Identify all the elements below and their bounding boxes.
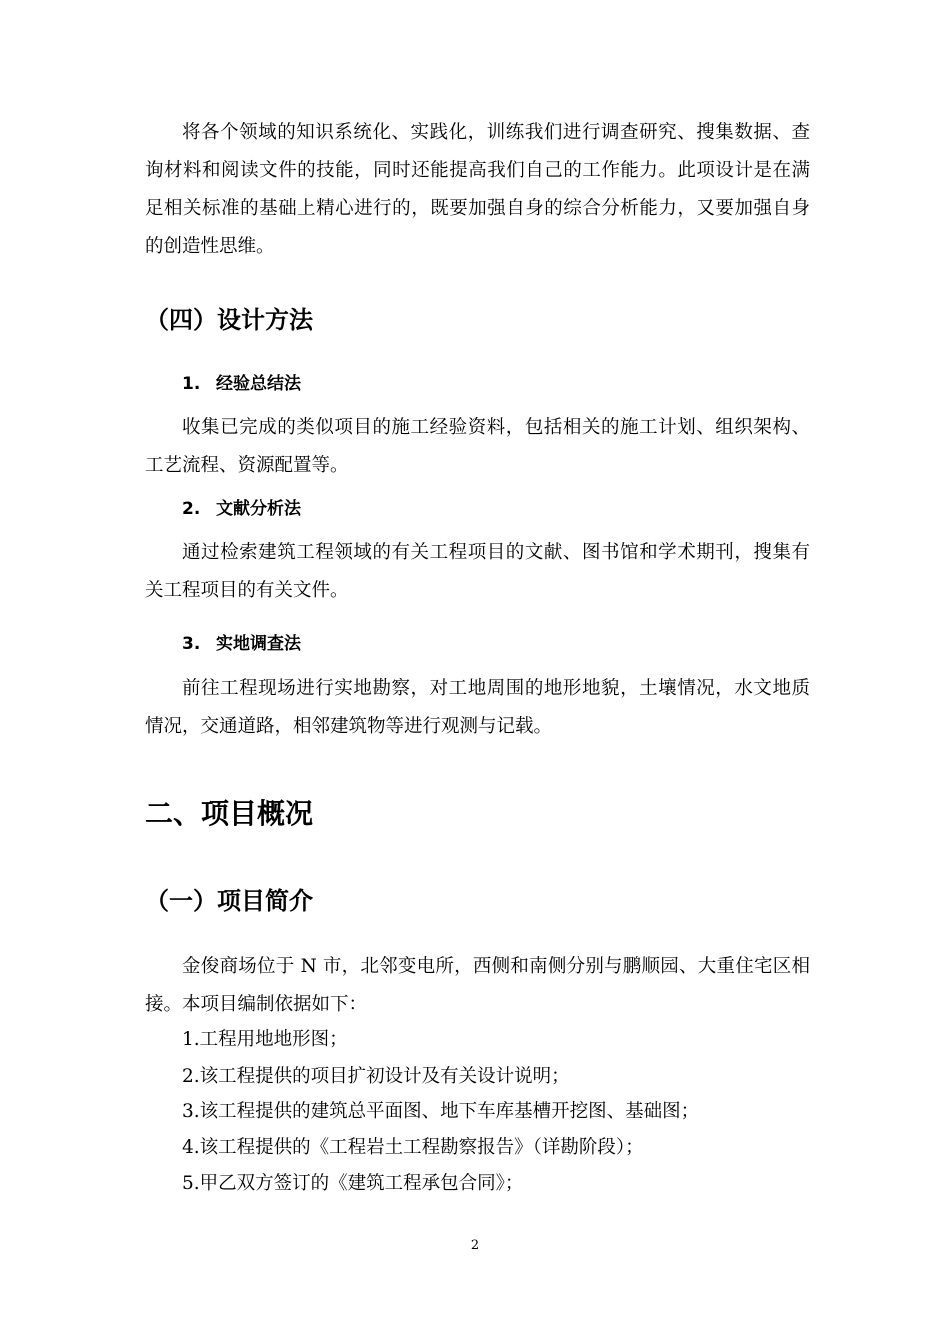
method-paragraph-3: 前往工程现场进行实地勘察，对工地周围的地形地貌，土壤情况，水文地质情况，交通道路，相邻建筑物等进行观测与记载。: [145, 678, 810, 737]
chapter-heading-project-overview: 二、项目概况: [145, 797, 314, 830]
basis-item-4: 4.该工程提供的《工程岩土工程勘察报告》（详勘阶段）；: [182, 1137, 644, 1158]
section-heading-design-methods: （四）设计方法: [145, 306, 313, 334]
basis-item-3: 3.该工程提供的建筑总平面图、地下车库基槽开挖图、基础图；: [182, 1101, 700, 1122]
method-heading-3: [182, 632, 301, 656]
page-number: 2: [470, 1238, 480, 1253]
basis-item-5: 5.甲乙双方签订的《建筑工程承包合同》；: [182, 1173, 524, 1194]
intro-paragraph: 将各个领域的知识系统化、实践化，训练我们进行调查研究、搜集数据、查询材料和阅读文件的技能，同时还能提高我们自己的工作能力。此项设计是在满足相关标准的基础上精心进行的，既要加强自身的综合分析能力，又要加强自身的创造性思维。: [145, 122, 810, 257]
method-heading-2: [182, 497, 301, 521]
method-number: 3.: [182, 634, 201, 654]
method-number: 2.: [182, 499, 201, 519]
subsection-heading-project-intro: （一）项目简介: [145, 887, 313, 915]
method-title: 经验总结法: [216, 374, 301, 394]
method-heading-1: [182, 372, 301, 396]
method-title: 文献分析法: [216, 499, 301, 519]
method-title: 实地调查法: [216, 634, 301, 654]
basis-item-2: 2.该工程提供的项目扩初设计及有关设计说明；: [182, 1066, 570, 1087]
basis-item-1: 1.工程用地地形图；: [182, 1029, 348, 1050]
project-intro-paragraph: 金俊商场位于 N 市，北邻变电所，西侧和南侧分别与鹏顺园、大重住宅区相接。本项目编制依据如下：: [145, 956, 810, 1015]
method-paragraph-1: 收集已完成的类似项目的施工经验资料，包括相关的施工计划、组织架构、工艺流程、资源配置等。: [145, 417, 810, 476]
method-paragraph-2: 通过检索建筑工程领域的有关工程项目的文献、图书馆和学术期刊，搜集有关工程项目的有关文件。: [145, 542, 810, 601]
method-number: 1.: [182, 374, 201, 394]
